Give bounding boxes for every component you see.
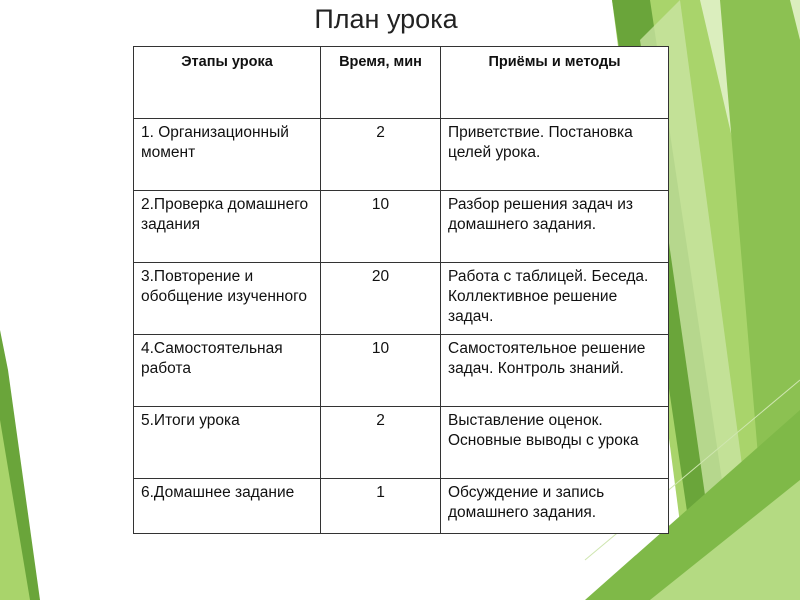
column-header-stages: Этапы урока xyxy=(134,47,321,119)
cell-time: 2 xyxy=(321,119,441,191)
cell-time: 10 xyxy=(321,191,441,263)
table-header-row xyxy=(134,47,669,119)
lesson-plan-table xyxy=(133,46,669,534)
cell-time: 20 xyxy=(321,263,441,335)
column-header-methods: Приёмы и методы xyxy=(441,47,669,119)
cell-stage: 3.Повторение и обобщение изученного xyxy=(134,263,321,335)
cell-methods: Обсуждение и запись домашнего задания. xyxy=(441,479,669,534)
table-row xyxy=(134,263,669,335)
cell-stage: 1. Организационный момент xyxy=(134,119,321,191)
cell-methods: Приветствие. Постановка целей урока. xyxy=(441,119,669,191)
column-header-time: Время, мин xyxy=(321,47,441,119)
cell-time: 1 xyxy=(321,479,441,534)
cell-time: 10 xyxy=(321,335,441,407)
cell-stage: 6.Домашнее задание xyxy=(134,479,321,534)
cell-methods: Самостоятельное решение задач. Контроль знаний. xyxy=(441,335,669,407)
cell-methods: Разбор решения задач из домашнего задания. xyxy=(441,191,669,263)
table-row xyxy=(134,335,669,407)
table-row xyxy=(134,191,669,263)
cell-stage: 5.Итоги урока xyxy=(134,407,321,479)
page-title: План урока xyxy=(314,4,458,34)
cell-methods: Выставление оценок. Основные выводы с урока xyxy=(441,407,669,479)
cell-stage: 4.Самостоятельная работа xyxy=(134,335,321,407)
cell-methods: Работа с таблицей. Беседа. Коллективное решение задач. xyxy=(441,263,669,335)
cell-time: 2 xyxy=(321,407,441,479)
table-row xyxy=(134,407,669,479)
table-row xyxy=(134,479,669,534)
cell-stage: 2.Проверка домашнего задания xyxy=(134,191,321,263)
table-row xyxy=(134,119,669,191)
